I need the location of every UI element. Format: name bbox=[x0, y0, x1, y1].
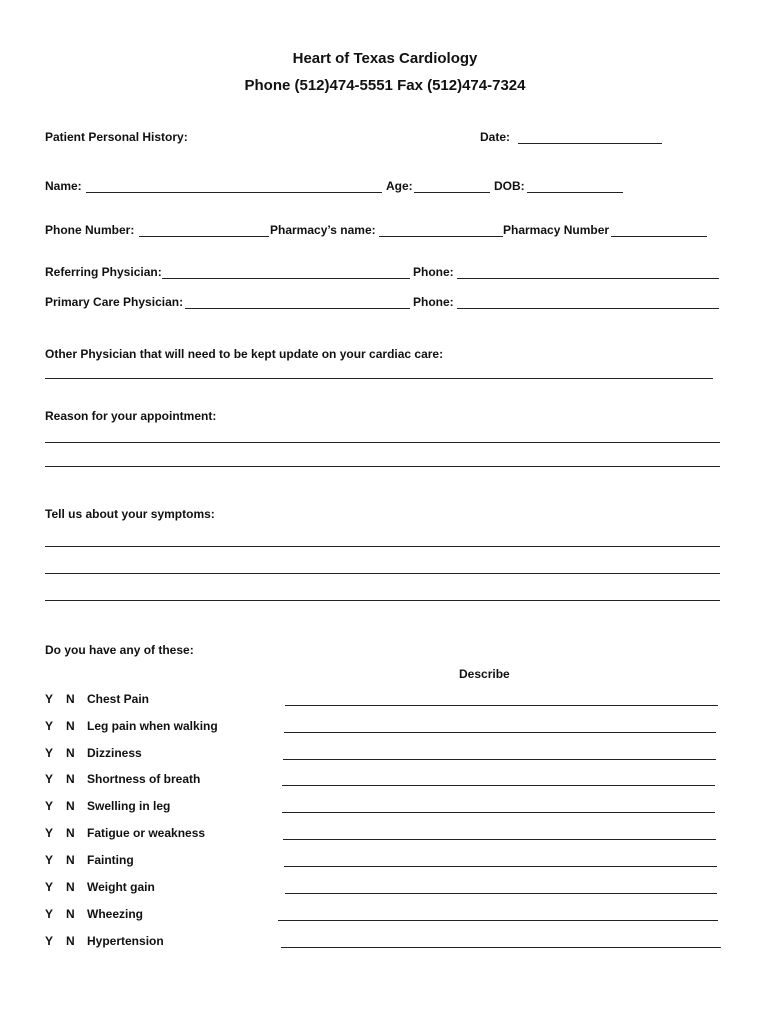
reason-field-line[interactable] bbox=[45, 442, 720, 443]
primary-phone-label: Phone: bbox=[413, 295, 454, 309]
yes-option[interactable]: Y bbox=[45, 880, 54, 894]
symptom-label: Leg pain when walking bbox=[87, 719, 218, 733]
age-label: Age: bbox=[386, 179, 413, 193]
yes-option[interactable]: Y bbox=[45, 934, 54, 948]
yes-option[interactable]: Y bbox=[45, 826, 54, 840]
describe-field[interactable] bbox=[284, 732, 716, 733]
no-option[interactable]: N bbox=[66, 853, 75, 867]
pharmacy-number-field[interactable] bbox=[611, 236, 707, 237]
checklist-label: Do you have any of these: bbox=[45, 643, 194, 657]
no-option[interactable]: N bbox=[66, 934, 75, 948]
phone-number-field[interactable] bbox=[139, 236, 269, 237]
referring-physician-field[interactable] bbox=[162, 278, 410, 279]
symptom-label: Chest Pain bbox=[87, 692, 150, 706]
symptom-label: Swelling in leg bbox=[87, 799, 171, 813]
symptom-label: Shortness of breath bbox=[87, 772, 201, 786]
symptom-label: Hypertension bbox=[87, 934, 164, 948]
pharmacy-name-label: Pharmacy’s name: bbox=[270, 223, 376, 237]
yes-option[interactable]: Y bbox=[45, 799, 54, 813]
reason-label: Reason for your appointment: bbox=[45, 409, 217, 423]
pharmacy-name-field[interactable] bbox=[379, 236, 503, 237]
no-option[interactable]: N bbox=[66, 692, 75, 706]
yes-option[interactable]: Y bbox=[45, 853, 54, 867]
yes-option[interactable]: Y bbox=[45, 719, 54, 733]
describe-label: Describe bbox=[459, 667, 510, 681]
name-label: Name: bbox=[45, 179, 82, 193]
symptoms-label: Tell us about your symptoms: bbox=[45, 507, 215, 521]
no-option[interactable]: N bbox=[66, 799, 75, 813]
primary-phone-field[interactable] bbox=[457, 308, 719, 309]
pharmacy-number-label: Pharmacy Number bbox=[503, 223, 610, 237]
no-option[interactable]: N bbox=[66, 907, 75, 921]
describe-field[interactable] bbox=[283, 759, 716, 760]
primary-care-field[interactable] bbox=[185, 308, 410, 309]
symptom-label: Fatigue or weakness bbox=[87, 826, 206, 840]
describe-field[interactable] bbox=[282, 785, 715, 786]
phone-number-label: Phone Number: bbox=[45, 223, 135, 237]
referring-phone-label: Phone: bbox=[413, 265, 454, 279]
no-option[interactable]: N bbox=[66, 719, 75, 733]
symptom-label: Wheezing bbox=[87, 907, 143, 921]
name-field[interactable] bbox=[86, 192, 382, 193]
clinic-contact: Phone (512)474-5551 Fax (512)474-7324 bbox=[244, 77, 526, 94]
date-label: Date: bbox=[480, 130, 511, 144]
symptom-label: Dizziness bbox=[87, 746, 142, 760]
reason-field-line[interactable] bbox=[45, 466, 720, 467]
describe-field[interactable] bbox=[283, 839, 716, 840]
no-option[interactable]: N bbox=[66, 826, 75, 840]
dob-field[interactable] bbox=[527, 192, 623, 193]
dob-label: DOB: bbox=[494, 179, 525, 193]
yes-option[interactable]: Y bbox=[45, 692, 54, 706]
symptoms-field-line[interactable] bbox=[45, 573, 720, 574]
describe-field[interactable] bbox=[278, 920, 718, 921]
symptom-label: Fainting bbox=[87, 853, 134, 867]
yes-option[interactable]: Y bbox=[45, 746, 54, 760]
yes-option[interactable]: Y bbox=[45, 907, 54, 921]
symptoms-field-line[interactable] bbox=[45, 600, 720, 601]
describe-field[interactable] bbox=[285, 705, 718, 706]
primary-care-label: Primary Care Physician: bbox=[45, 295, 184, 309]
clinic-name: Heart of Texas Cardiology bbox=[292, 50, 478, 67]
symptoms-field-line[interactable] bbox=[45, 546, 720, 547]
no-option[interactable]: N bbox=[66, 880, 75, 894]
describe-field[interactable] bbox=[282, 812, 715, 813]
describe-field[interactable] bbox=[285, 893, 717, 894]
other-physician-label: Other Physician that will need to be kept update on your cardiac care: bbox=[45, 347, 444, 361]
age-field[interactable] bbox=[414, 192, 490, 193]
referring-phone-field[interactable] bbox=[457, 278, 719, 279]
symptom-label: Weight gain bbox=[87, 880, 155, 894]
describe-field[interactable] bbox=[284, 866, 717, 867]
no-option[interactable]: N bbox=[66, 772, 75, 786]
personal-history-label: Patient Personal History: bbox=[45, 130, 188, 144]
referring-physician-label: Referring Physician: bbox=[45, 265, 162, 279]
date-field[interactable] bbox=[518, 143, 662, 144]
describe-field[interactable] bbox=[281, 947, 721, 948]
other-physician-field[interactable] bbox=[45, 378, 713, 379]
yes-option[interactable]: Y bbox=[45, 772, 54, 786]
no-option[interactable]: N bbox=[66, 746, 75, 760]
